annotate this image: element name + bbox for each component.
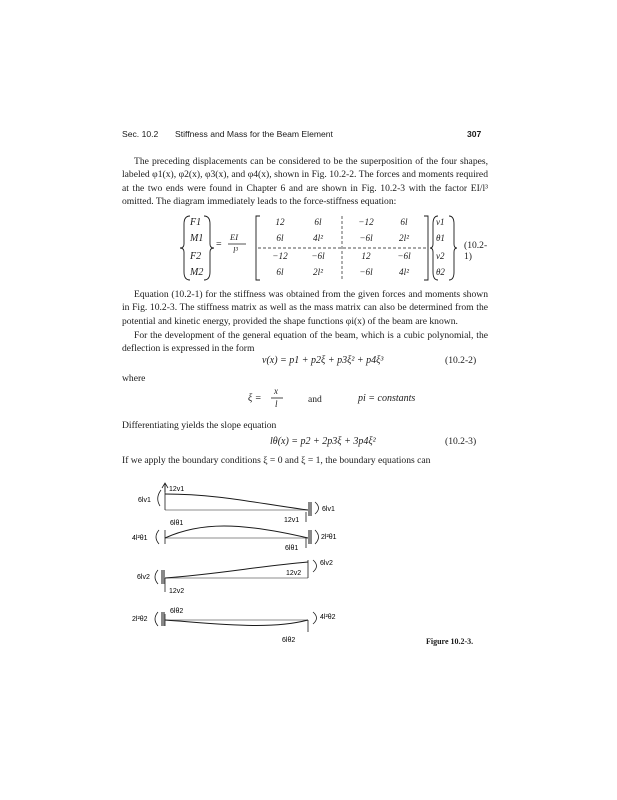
label: 4l²θ2 — [320, 614, 336, 621]
label: 12v1 — [169, 486, 185, 493]
factor-denominator: l³ — [233, 245, 238, 255]
label: 6lv1 — [322, 506, 335, 513]
beam-diagram-theta2 — [132, 608, 336, 644]
equation-10-2-3: lθ(x) = p2 + 2p3ξ + 3p4ξ² — [270, 436, 376, 447]
xi-lhs: ξ = — [248, 393, 262, 404]
moment-arc — [313, 612, 317, 624]
beam-diagram-theta1 — [132, 520, 337, 552]
deflected-shape — [165, 494, 308, 510]
label: 12v1 — [284, 517, 300, 524]
deflected-shape — [165, 620, 308, 625]
rot-theta2: θ2 — [436, 267, 445, 277]
matrix-cell: −12 — [272, 251, 288, 261]
moment-arc — [158, 490, 161, 506]
label: 12v2 — [169, 588, 185, 595]
matrix-cell: 4l² — [399, 267, 409, 277]
matrix-cell: −12 — [358, 217, 374, 227]
moment-M2: M2 — [190, 267, 204, 278]
deflected-shape — [165, 526, 308, 538]
moment-arc — [315, 530, 319, 544]
paragraph-4: Differentiating yields the slope equation — [122, 420, 277, 431]
disp-v2: v2 — [436, 251, 445, 261]
disp-v1: v1 — [436, 217, 445, 227]
label: 4l²θ1 — [132, 535, 148, 542]
fixed-wall-hatch — [161, 570, 165, 584]
equation-10-2-2: v(x) = p1 + p2ξ + p3ξ² + p4ξ³ — [262, 355, 384, 366]
label: 6lv1 — [138, 497, 151, 504]
page-number: 307 — [467, 129, 482, 139]
section-label: Sec. 10.2 — [122, 129, 159, 139]
label: 12v2 — [286, 570, 302, 577]
matrix-cell: 2l² — [399, 233, 409, 243]
moment-arc — [155, 612, 158, 626]
xi-numerator: x — [274, 386, 278, 396]
label: 2l²θ2 — [132, 616, 148, 623]
moment-M1: M1 — [190, 233, 204, 244]
equation-number: (10.2-3) — [445, 436, 477, 447]
equation-number: (10.2-1) — [464, 240, 488, 262]
matrix-cell: 6l — [314, 217, 322, 227]
matrix-cell: −6l — [311, 251, 325, 261]
label: 6lθ1 — [170, 520, 184, 527]
and-text: and — [308, 394, 322, 405]
figure-caption: Figure 10.2-3. — [426, 637, 474, 646]
p-constants: pi = constants — [358, 393, 416, 404]
matrix-cell: 2l² — [313, 267, 323, 277]
label: 6lv2 — [320, 560, 333, 567]
matrix-cell: −6l — [359, 267, 373, 277]
beam-diagram-v1 — [138, 483, 335, 524]
force-F2: F2 — [190, 251, 202, 262]
equals-sign: = — [216, 239, 222, 250]
where-text: where — [122, 373, 146, 384]
matrix-cell: 12 — [275, 217, 285, 227]
paragraph-5: If we apply the boundary conditions ξ = 0 and ξ = 1, the boundary equations can — [122, 455, 431, 466]
matrix-cell: −6l — [359, 233, 373, 243]
label: 2l²θ1 — [321, 534, 337, 541]
fixed-wall-hatch — [161, 612, 165, 626]
xi-definition — [248, 385, 448, 415]
paragraph-3: For the development of the general equation of the beam, which is a cubic polynomial, the deflection is expressed in the form — [122, 330, 488, 355]
moment-arc — [313, 560, 317, 572]
moment-arc — [315, 502, 319, 514]
xi-denominator: l — [275, 399, 278, 409]
equation-number: (10.2-2) — [445, 355, 477, 366]
factor-numerator: EI — [230, 232, 239, 242]
running-title: Stiffness and Mass for the Beam Element — [175, 129, 333, 139]
beam-diagram-v2 — [137, 560, 333, 595]
paragraph-2: Equation (10.2-1) for the stiffness was obtained from the given forces and moments shown in Fig. 10.2-3. The stiffness matrix as well as the mass matrix can also be determined from the potential and kinetic energy, provided the shape functions φi(x) of the beam are known. — [122, 289, 488, 327]
label: 6lv2 — [137, 574, 150, 581]
force-F1: F1 — [190, 217, 202, 228]
label: 6lθ2 — [282, 637, 296, 644]
fixed-wall-hatch — [308, 502, 312, 516]
equation-10-2-1 — [122, 214, 492, 282]
matrix-cell: −6l — [397, 251, 411, 261]
rot-theta1: θ1 — [436, 233, 445, 243]
matrix-cell: 12 — [361, 251, 371, 261]
moment-arc — [155, 570, 158, 584]
label: 6lθ1 — [285, 545, 299, 552]
matrix-cell: 6l — [276, 233, 284, 243]
matrix-cell: 6l — [276, 267, 284, 277]
fixed-wall-hatch — [308, 530, 312, 544]
matrix-cell: 6l — [400, 217, 408, 227]
paragraph-1: The preceding displacements can be considered to be the superposition of the four shapes, labeled φ1(x), φ2(x), φ3(x), and φ4(x), shown in Fig. 10.2-2. The forces and moments required at the two ends were found in Chapter 6 and are shown in Fig. 10.2-3 with the factor EI/l³ omitted. The diagram immediately leads to the force-stiffness equation: — [122, 156, 488, 208]
label: 6lθ2 — [170, 608, 184, 615]
figure-10-2-3 — [110, 480, 370, 655]
matrix-cell: 4l² — [313, 233, 323, 243]
moment-arc — [156, 530, 159, 544]
